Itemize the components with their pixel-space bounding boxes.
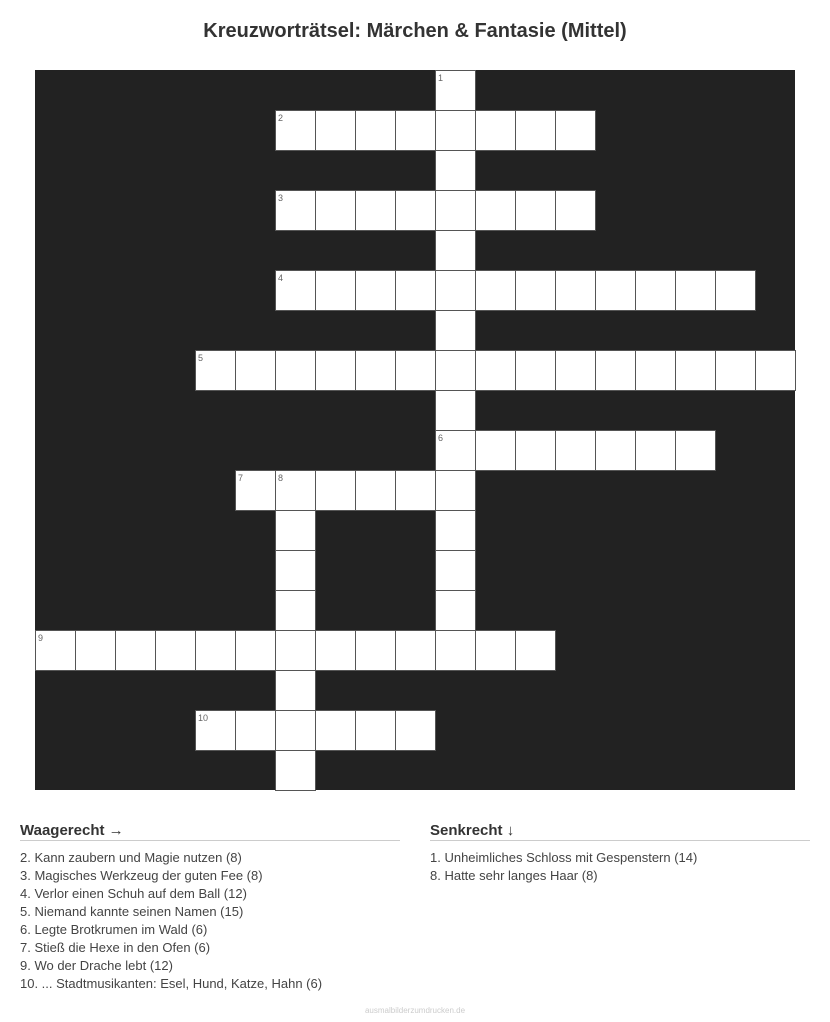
grid-cell[interactable] xyxy=(395,190,436,231)
grid-cell[interactable] xyxy=(275,630,316,671)
grid-cell[interactable] xyxy=(435,70,476,111)
across-heading: Waagerecht → xyxy=(20,822,400,841)
down-heading: Senkrecht ↓ xyxy=(430,822,810,841)
grid-cell[interactable] xyxy=(435,510,476,551)
grid-cell[interactable] xyxy=(515,430,556,471)
grid-cell[interactable] xyxy=(755,350,796,391)
grid-cell[interactable] xyxy=(315,710,356,751)
grid-cell[interactable] xyxy=(315,110,356,151)
grid-cell[interactable] xyxy=(355,270,396,311)
grid-cell[interactable] xyxy=(275,510,316,551)
grid-cell[interactable] xyxy=(195,710,236,751)
clue-across-2: 2. Kann zaubern und Magie nutzen (8) xyxy=(20,850,242,865)
grid-cell[interactable] xyxy=(395,110,436,151)
grid-cell[interactable] xyxy=(275,590,316,631)
grid-cell[interactable] xyxy=(75,630,116,671)
down-clues-section xyxy=(430,822,810,885)
grid-cell[interactable] xyxy=(315,350,356,391)
grid-cell[interactable] xyxy=(155,630,196,671)
grid-cell[interactable] xyxy=(355,630,396,671)
cell-number: 9 xyxy=(38,633,44,643)
grid-cell[interactable] xyxy=(515,350,556,391)
clue-across-3: 3. Magisches Werkzeug der guten Fee (8) xyxy=(20,868,263,883)
grid-cell[interactable] xyxy=(395,270,436,311)
grid-cell[interactable] xyxy=(315,470,356,511)
grid-cell[interactable] xyxy=(275,550,316,591)
grid-cell[interactable] xyxy=(515,110,556,151)
across-clues-section xyxy=(20,822,400,993)
grid-cell[interactable] xyxy=(595,350,636,391)
grid-cell[interactable] xyxy=(195,630,236,671)
grid-cell[interactable] xyxy=(595,270,636,311)
grid-cell[interactable] xyxy=(395,710,436,751)
crossword-grid xyxy=(35,70,795,790)
grid-cell[interactable] xyxy=(435,430,476,471)
grid-cell[interactable] xyxy=(675,270,716,311)
grid-cell[interactable] xyxy=(235,470,276,511)
grid-cell[interactable] xyxy=(555,430,596,471)
grid-cell[interactable] xyxy=(355,710,396,751)
cell-number: 3 xyxy=(278,193,284,203)
cell-number: 4 xyxy=(278,273,284,283)
grid-cell[interactable] xyxy=(555,270,596,311)
grid-cell[interactable] xyxy=(435,270,476,311)
clue-across-10: 10. ... Stadtmusikanten: Esel, Hund, Katze, Hahn (6) xyxy=(20,976,323,991)
grid-cell[interactable] xyxy=(515,630,556,671)
grid-cell[interactable] xyxy=(275,190,316,231)
grid-cell[interactable] xyxy=(475,190,516,231)
cell-number: 2 xyxy=(278,113,284,123)
grid-cell[interactable] xyxy=(275,270,316,311)
clue-across-5: 5. Niemand kannte seinen Namen (15) xyxy=(20,904,244,919)
grid-cell[interactable] xyxy=(475,270,516,311)
grid-cell[interactable] xyxy=(635,350,676,391)
grid-cell[interactable] xyxy=(395,350,436,391)
grid-cell[interactable] xyxy=(355,470,396,511)
grid-cell[interactable] xyxy=(435,390,476,431)
page-title: Kreuzworträtsel: Märchen & Fantasie (Mittel) xyxy=(203,20,627,42)
grid-cell[interactable] xyxy=(715,270,756,311)
grid-cell[interactable] xyxy=(355,110,396,151)
grid-cell[interactable] xyxy=(315,190,356,231)
clue-across-9: 9. Wo der Drache lebt (12) xyxy=(20,958,173,973)
across-clue-list xyxy=(20,849,400,993)
grid-cell[interactable] xyxy=(555,190,596,231)
grid-cell[interactable] xyxy=(555,110,596,151)
grid-cell[interactable] xyxy=(435,350,476,391)
grid-cell[interactable] xyxy=(115,630,156,671)
grid-cell[interactable] xyxy=(435,590,476,631)
cell-number: 1 xyxy=(438,73,444,83)
grid-cell[interactable] xyxy=(475,430,516,471)
grid-cell[interactable] xyxy=(275,670,316,711)
cell-number: 8 xyxy=(278,473,284,483)
grid-cell[interactable] xyxy=(515,190,556,231)
cell-number: 7 xyxy=(238,473,244,483)
grid-cell[interactable] xyxy=(195,350,236,391)
grid-cell[interactable] xyxy=(675,350,716,391)
grid-cell[interactable] xyxy=(275,350,316,391)
grid-cell[interactable] xyxy=(515,270,556,311)
clue-across-7: 7. Stieß die Hexe in den Ofen (6) xyxy=(20,940,211,955)
grid-cell[interactable] xyxy=(315,630,356,671)
clue-across-4: 4. Verlor einen Schuh auf dem Ball (12) xyxy=(20,886,247,901)
grid-cell[interactable] xyxy=(235,710,276,751)
cell-number: 10 xyxy=(198,713,209,723)
down-clue-list xyxy=(430,849,810,885)
grid-cell[interactable] xyxy=(555,350,596,391)
grid-cell[interactable] xyxy=(435,190,476,231)
grid-cell[interactable] xyxy=(475,630,516,671)
grid-cell[interactable] xyxy=(435,150,476,191)
grid-cell[interactable] xyxy=(275,110,316,151)
grid-cell[interactable] xyxy=(35,630,76,671)
grid-cell[interactable] xyxy=(435,630,476,671)
grid-cell[interactable] xyxy=(475,110,516,151)
grid-cell[interactable] xyxy=(395,630,436,671)
grid-cell[interactable] xyxy=(435,310,476,351)
grid-cell[interactable] xyxy=(635,270,676,311)
clue-down-8: 8. Hatte sehr langes Haar (8) xyxy=(430,868,598,883)
clue-across-6: 6. Legte Brotkrumen im Wald (6) xyxy=(20,922,208,937)
grid-cell[interactable] xyxy=(355,190,396,231)
grid-cell[interactable] xyxy=(595,430,636,471)
grid-cell[interactable] xyxy=(435,550,476,591)
grid-cell[interactable] xyxy=(235,630,276,671)
grid-cell[interactable] xyxy=(715,350,756,391)
grid-cell[interactable] xyxy=(635,430,676,471)
grid-cell[interactable] xyxy=(475,350,516,391)
clue-down-1: 1. Unheimliches Schloss mit Gespenstern (14) xyxy=(430,850,698,865)
grid-cell[interactable] xyxy=(235,350,276,391)
grid-cell[interactable] xyxy=(275,470,316,511)
grid-cell[interactable] xyxy=(275,750,316,791)
grid-cell[interactable] xyxy=(435,470,476,511)
grid-cell[interactable] xyxy=(315,270,356,311)
grid-cell[interactable] xyxy=(435,230,476,271)
grid-cell[interactable] xyxy=(395,470,436,511)
grid-cell[interactable] xyxy=(435,110,476,151)
grid-cell[interactable] xyxy=(275,710,316,751)
cell-number: 6 xyxy=(438,433,444,443)
cell-number: 5 xyxy=(198,353,204,363)
grid-cell[interactable] xyxy=(675,430,716,471)
grid-cell[interactable] xyxy=(355,350,396,391)
footer-credit: ausmalbilderzumdrucken.de xyxy=(364,1006,466,1015)
